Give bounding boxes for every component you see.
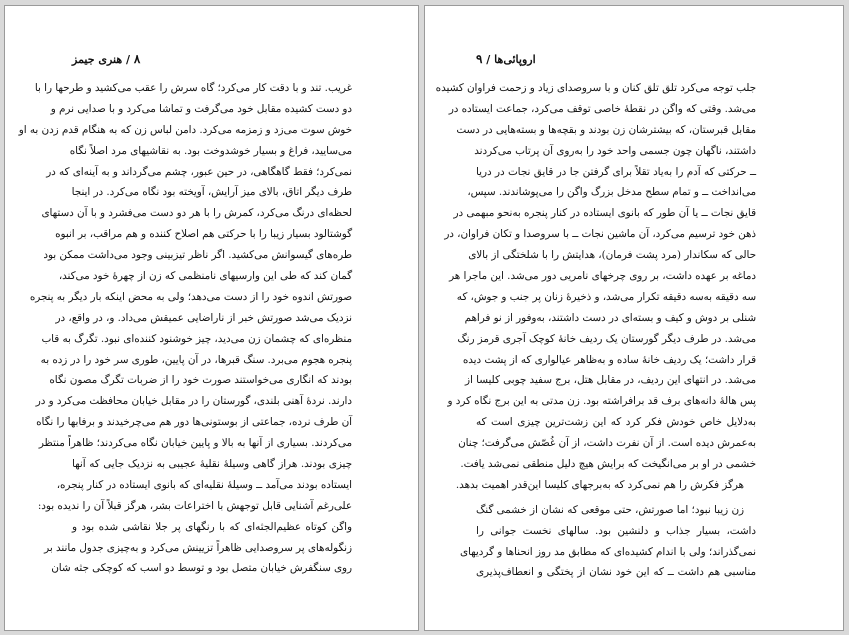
text-line: می‌شد. در طرف دیگر گورستان یک ردیف خانهٔ کوچک آجری قرمز رنگ bbox=[457, 332, 756, 345]
left-page bbox=[4, 5, 419, 631]
text-line: می‌کردند. بسیاری از آنها به بالا و پایین خیابان نگاه می‌کردند؛ ظاهراً منتظر bbox=[38, 437, 352, 450]
header-separator: / bbox=[126, 53, 131, 66]
page-body bbox=[435, 78, 756, 583]
text-line: زنگوله‌های پر سروصدایی ظاهراً تزیینش می‌کرد و به‌چیزی جدول مانند بر bbox=[44, 541, 352, 554]
text-line: لحظه‌ای درنگ می‌کرد، کمرش را با هر دو دست می‌فشرد و با آن دستهای bbox=[41, 207, 352, 220]
text-line: نزدیک می‌شد صورتش خبر از ناراضایی عمیقش می‌داد. و، در واقع، در bbox=[55, 311, 352, 324]
text-line: ذهن خود ترسیم می‌کرد، آن ماشین نجات ــ با سروصدا و تکان فراوان، در bbox=[444, 228, 756, 241]
text-line: علی‌رغم آشنایی قابل توجهش با اختراعات بشر، هرگز قبلاً آن را ندیده بود: bbox=[37, 499, 352, 512]
text-line: به‌عمرش دیده است. از آن نفرت داشت، از آن غُصّش می‌گرفت؛ چنان bbox=[458, 437, 756, 450]
page-number: ۹ bbox=[476, 52, 483, 66]
text-line: می‌انداخت ــ و تمام سطح مدخل بزرگ واگن را می‌پوشاندند. سپس، bbox=[467, 186, 756, 199]
text-line: هرگز فکرش را هم نمی‌کرد که به‌برجهای کلیسا این‌قدر اهمیت بدهد. bbox=[455, 478, 744, 491]
text-line: می‌سایید، فراغ و بسیار خوشدوخت بود. به نقاشیهای مرد اصلاً نگاه bbox=[69, 144, 352, 157]
text-line: ــ حرکتی که آدم را به‌یاد تقلاً برای گرفتن جا در قایق نجات در دریا bbox=[476, 165, 756, 178]
text-line: مقابل قبرستان، که بیشترشان زن بودند و بقچه‌ها و بسته‌هایی در دست bbox=[456, 123, 756, 136]
text-line: می‌شد. وقتی که واگن در نقطهٔ خاصی توقف می‌کرد، جماعت ایستاده در bbox=[448, 102, 756, 115]
text-line: پس هالهٔ دانه‌های برف قد برافراشته بود. زن مدتی به این برج نگاه کرد و bbox=[447, 395, 756, 408]
text-line: داشت، بسیار جذاب و دلنشین بود. سالهای نخست جوانی را bbox=[476, 524, 756, 537]
text-line: صورتش اندوه خود را از دست می‌دهد؛ ولی به محض اینکه بار دیگر به پنجره bbox=[29, 290, 352, 303]
text-line: زن زیبا نبود؛ اما صورتش، حتی موقعی که نشان از خشمی گنگ bbox=[476, 503, 744, 516]
text-line: روی سنگفرش خیابان متصل بود و توسط دو اسب که کوچکی جثه شان bbox=[51, 562, 352, 575]
text-line: آن طرف نرده، جماعتی از بوستونی‌ها دور هم می‌چرخیدند و برفابها را نگاه bbox=[36, 416, 352, 429]
text-line: غریب. تند و با دقت کار می‌کرد؛ گاه سرش را عقب می‌کشید و طرحها را با bbox=[34, 82, 352, 94]
text-line: بودند که انگاری می‌خواستند صورت خود را از ضربات تگرگ مصون نگاه bbox=[49, 374, 352, 387]
page-header bbox=[476, 52, 536, 66]
text-line: می‌شد. در انتهای این ردیف، در مقابل هتل، برج سفید چوبی کلیسا از bbox=[465, 374, 756, 387]
text-line: چیزی بودند. هراز گاهی وسیلهٔ نقلیهٔ عجیبی به نزدیک جایی که آنها bbox=[72, 458, 352, 471]
text-line: قایق نجات ــ یا آن طور که بانوی ایستاده در کنار پنجره به‌نحو مبهمی در bbox=[453, 207, 756, 220]
page-header bbox=[72, 52, 140, 66]
text-line: قرار داشت؛ یک ردیف خانهٔ ساده و به‌ظاهر عیالواری که از پشت دیده bbox=[462, 353, 756, 366]
header-separator: / bbox=[486, 53, 491, 66]
text-line: به‌دلایل خاص خودش فکر کرد که این زشت‌ترین چیزی است که bbox=[476, 416, 756, 429]
text-line: نمی‌کرد؛ فقط گاهگاهی، در حین عبور، چشم می‌گرداند و به آینه‌ای که در bbox=[46, 165, 352, 178]
text-line: دماغه بر عهده داشت، بر روی چرخهای نامریی دور می‌شد. این ماجرا هر bbox=[449, 270, 756, 283]
right-page bbox=[424, 5, 844, 631]
text-line: خشمی در او بر می‌انگیخت که برایش هیچ دلیل منطقی نمی‌شد یافت. bbox=[460, 458, 756, 471]
running-title: هنری جیمز bbox=[72, 53, 123, 66]
text-line: دارند. نردهٔ آهنی بلندی، گورستان را در مقابل خیابان محافظت می‌کرد و در bbox=[35, 395, 352, 408]
text-line: طرف دیگر اتاق، بالای میز آرایش، آویخته بود نگاه می‌کرد. در اینجا bbox=[71, 186, 352, 199]
text-line: خوش سوت می‌زد و زمزمه می‌کرد. دامن لباس زن که به هنگام قدم زدن به او bbox=[18, 123, 352, 136]
text-line: گمان کند که طی این وارسیهای نامنظمی که زن از چهرهٔ خود می‌کند، bbox=[58, 270, 352, 283]
text-line: نمی‌گذراند؛ ولی با اندام کشیده‌ای که مطابق مد روز انحناها و گردیهای bbox=[459, 545, 756, 558]
text-line: حالی که سکاندار (مرد پشت فرمان)، هدایتش را با شلختگی از بالای bbox=[468, 249, 756, 262]
text-line: مناسبی هم داشت ــ که این خود نشان از پختگی و انعطاف‌پذیری bbox=[476, 566, 756, 579]
page-body bbox=[18, 78, 352, 579]
text-line: سه دقیقه به‌سه دقیقه تکرار می‌شد، و ذخیرهٔ زنان پر جنب و جوش، که bbox=[456, 290, 756, 303]
text-line: جلب توجه می‌کرد تلق تلق کنان و با سروصدای زیاد و زحمت فراوان کشیده bbox=[435, 82, 756, 94]
text-line: واگن کوتاه عظیم‌الجثه‌ای که با رنگهای پر جلا نقاشی شده بود و bbox=[72, 520, 352, 533]
text-line: دو دست کشیده مقابل خود می‌گرفت و تماشا می‌کرد و با صدایی نرم و bbox=[50, 102, 352, 115]
text-line: داشتند، ناگهان چون جسمی واحد خود را به‌روی آن پرتاب می‌کردند bbox=[474, 144, 756, 157]
text-line: گوشتالود بسیار زیبا را با حرکتی هم اصلاح کننده و هم مراقب، بر انبوه bbox=[55, 228, 352, 241]
text-line: ایستاده بودند می‌آمد ــ وسیلهٔ نقلیه‌ای که بانوی ایستاده در کنار پنجره، bbox=[56, 478, 352, 491]
page-number: ۸ bbox=[133, 52, 141, 66]
text-line: پنجره هجوم می‌برد. سنگ قبرها، در آن پایین، طوری سر خود را در زده به bbox=[40, 353, 352, 366]
text-line: منظره‌ای که چشمان زن می‌دید، چیز خوشنود کننده‌ای نبود. تگرگ به قاب bbox=[41, 332, 352, 345]
text-line: طره‌های گیسوانش می‌کشید. اگر ناظر تیزبینی وجود می‌داشت ممکن بود bbox=[43, 249, 352, 262]
text-line: شنلی بر دوش و کیف و بسته‌ای در دست داشتند، به‌وفور از نو فراهم bbox=[464, 311, 756, 324]
running-title: اروپائی‌ها bbox=[494, 53, 536, 66]
